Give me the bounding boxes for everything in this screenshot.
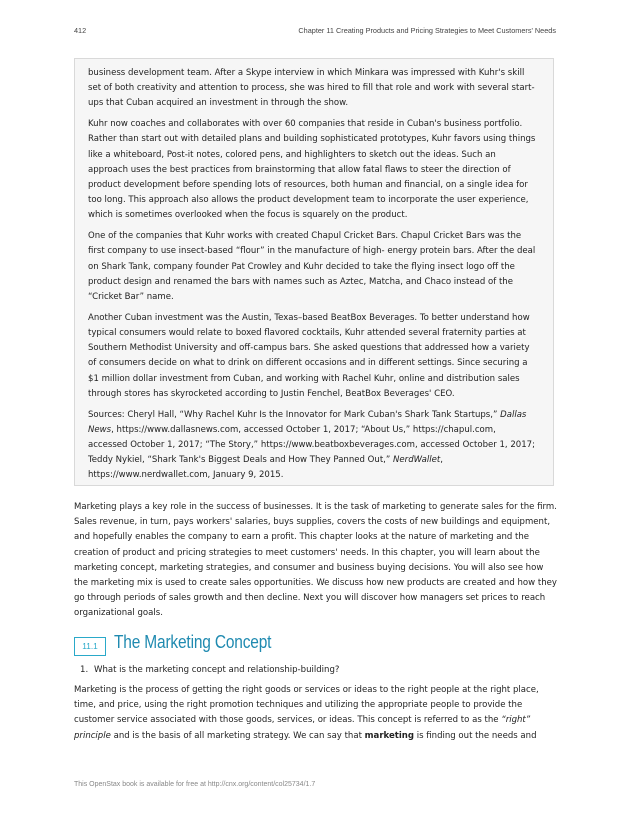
feature-paragraph: Kuhr now coaches and collaborates with over 60 companies that reside in Cuban's business portfolio. Rather than start out with detailed plans and building sophisticated prototypes, Kuhr favors using things like a whiteboard, Post-it notes, colored pens, and highlighters to sketch out the ideas. Such an approach uses the best practices from brainstorming that allow fatal flaws to steer the direction of product development before spending lots of resources, both human and financial, on a single idea for too long. This approach also allows the product development team to incorporate the user experience, which is sometimes overlooked when the focus is squarely on the product. [88,119,536,221]
key-term-marketing: marketing [364,730,415,741]
sources-publication: Dallas News [88,409,527,435]
feature-paragraph: One of the companies that Kuhr works with created Chapul Cricket Bars. Chapul Cricket Bars was the first company to use insect-based “flour” in the manufacture of high- energy protein bars. After the deal on Shark Tank, company founder Pat Crowley and Kuhr decided to take the flying insect logo off the product design and renamed the bars with names such as Aztec, Matcha, and Chaco instead of the “Cricket Bar” name. [88,231,536,303]
concept-paragraph [74,683,558,744]
section-number-box: 11.1 [74,637,106,656]
intro-section [74,500,558,622]
sources-publication: NerdWallet [393,455,441,466]
section-title: The Marketing Concept [114,632,272,652]
sources-text: , https://www.nerdwallet.com, January 9, 2015. [88,455,443,481]
intro-paragraph: Marketing plays a key role in the success of businesses. It is the task of marketing to generate sales for the firm. Sales revenue, in turn, pays workers' salaries, buys supplies, covers the costs of new buildings and equipment, and hopefully enables the company to earn a profit. This chapter looks at the nature of marketing and the creation of product and pricing strategies to meet customers' needs. In this chapter, you will learn about the marketing concept, marketing strategies, and consumer and business buying decisions. You will also see how the marketing mix is used to create sales opportunities. We discuss how new products are created and how they go through periods of sales growth and then decline. Next you will discover how managers set prices to reach organizational goals. [74,502,557,619]
sources-text: , https://www.dallasnews.com, accessed October 1, 2017; “About Us,” https://chapul.com, accessed October 1, 2017; “The Story,” https://www.beatboxbeverages.com, accessed October 1, 2017; Teddy Nykiel, “Shark Tank's Biggest Deals and How They Panned Out,” [88,424,535,466]
page-header [74,26,556,38]
feature-box [74,58,554,486]
feature-sources [88,408,537,484]
concept-term-italic: “right” principle [74,715,531,741]
concept-text: Marketing is the process of getting the right goods or services or ideas to the right people at the right place, time, and price, using the right promotion techniques and utilizing the appropriate people to provide the customer service associated with those goods, services, or ideas. This concept is referred to as the [74,685,539,726]
page-number: 412 [74,26,87,35]
sources-text: Sources: Cheryl Hall, “Why Rachel Kuhr Is the Innovator for Mark Cuban's Shark Tank Startups,” [88,409,501,420]
feature-paragraph: Another Cuban investment was the Austin, Texas–based BeatBox Beverages. To better understand how typical consumers would relate to boxed flavored cocktails, Kuhr attended several fraternity parties at Southern Methodist University and off-campus bars. She asked questions that addressed how a variety of consumers decide on what to drink on different occasions and in different settings. Since securing a $1 million dollar investment from Cuban, and working with Rachel Kuhr, online and distribution sales through stores has skyrocketed according to Justin Fenchel, BeatBox Beverages' CEO. [88,312,530,399]
objective-number: 1. [80,665,89,675]
concept-section [74,683,558,744]
feature-paragraph: business development team. After a Skype interview in which Minkara was impressed with Kuhr's skill set of both creativity and attention to process, she was hired to fill that role and work with several start-ups that Cuban acquired an investment in through the show. [88,68,535,109]
concept-text: is finding out the needs and [414,730,537,741]
objective-text: What is the marketing concept and relationship-building? [94,665,340,675]
page-footer: This OpenStax book is available for free at http://cnx.org/content/col25734/1.7 [74,781,316,788]
chapter-title: Chapter 11 Creating Products and Pricing Strategies to Meet Customers' Needs [298,26,556,35]
concept-text: and is the basis of all marketing strategy. We can say that [110,730,365,741]
section-heading [74,632,554,658]
learning-objective [80,663,339,678]
